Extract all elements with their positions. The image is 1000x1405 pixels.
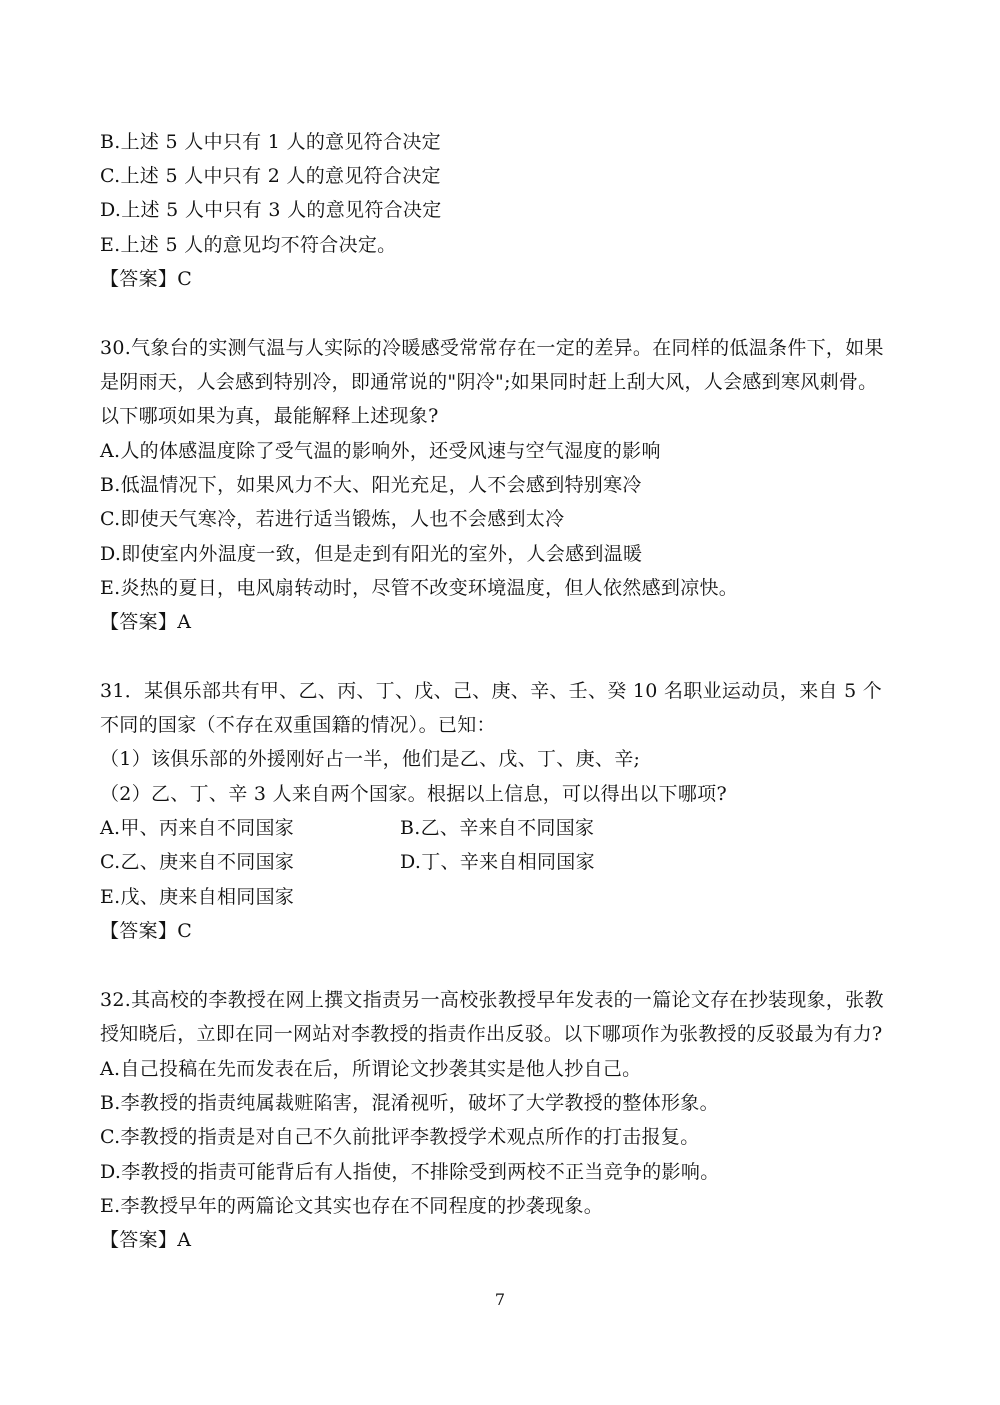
q30-option-c: C.即使天气寒冷，若进行适当锻炼，人也不会感到太冷 [100, 508, 565, 530]
q32-stem-line-1: 32.其高校的李教授在网上撰文指责另一高校张教授早年发表的一篇论文存在抄装现象，张教 [100, 989, 884, 1011]
q30-option-a: A.人的体感温度除了受气温的影响外，还受风速与空气湿度的影响 [100, 440, 661, 462]
q31-options-row-2 [100, 848, 900, 876]
q29-option-c: C.上述 5 人中只有 2 人的意见符合决定 [100, 165, 441, 187]
q30-option-d: D.即使室内外温度一致，但是走到有阳光的室外，人会感到温暖 [100, 543, 643, 565]
q31-option-c: C.乙、庚来自不同国家 [100, 851, 295, 873]
q30-stem-line-3: 以下哪项如果为真，最能解释上述现象? [100, 405, 439, 427]
q30-stem-line-1: 30.气象台的实测气温与人实际的冷暖感受常常存在一定的差异。在同样的低温条件下，如果 [100, 337, 884, 359]
q31-condition-2: （2）乙、丁、辛 3 人来自两个国家。根据以上信息，可以得出以下哪项? [100, 783, 727, 805]
q32-stem-line-2: 授知晓后，立即在同一网站对李教授的指责作出反驳。以下哪项作为张教授的反驳最为有力? [100, 1023, 883, 1045]
q30-option-b: B.低温情况下，如果风力不大、阳光充足，人不会感到特别寒冷 [100, 474, 642, 496]
q32-option-c: C.李教授的指责是对自己不久前批评李教授学术观点所作的打击报复。 [100, 1126, 700, 1148]
q31-option-a: A.甲、丙来自不同国家 [100, 817, 295, 839]
q31-answer: 【答案】C [100, 920, 193, 942]
q32-option-a: A.自己投稿在先而发表在后，所谓论文抄袭其实是他人抄自己。 [100, 1058, 642, 1080]
q30-answer: 【答案】A [100, 611, 192, 633]
page-number: 7 [494, 1290, 506, 1309]
q29-option-e: E.上述 5 人的意见均不符合决定。 [100, 234, 397, 256]
q30-stem-line-2: 是阴雨天，人会感到特别冷，即通常说的"阴冷";如果同时赶上刮大风，人会感到寒风刺骨。 [100, 371, 878, 393]
q32-option-b: B.李教授的指责纯属裁赃陷害，混淆视听，破坏了大学教授的整体形象。 [100, 1092, 719, 1114]
q31-option-b: B.乙、辛来自不同国家 [400, 817, 595, 839]
q29-option-d: D.上述 5 人中只有 3 人的意见符合决定 [100, 199, 442, 221]
q30-option-e: E.炎热的夏日，电风扇转动时，尽管不改变环境温度，但人依然感到凉快。 [100, 577, 739, 599]
q31-condition-1: （1）该俱乐部的外援刚好占一半，他们是乙、戊、丁、庚、辛; [100, 748, 641, 770]
q29-answer: 【答案】C [100, 268, 193, 290]
q32-answer: 【答案】A [100, 1229, 192, 1251]
q32-option-d: D.李教授的指责可能背后有人指使，不排除受到两校不正当竞争的影响。 [100, 1161, 720, 1183]
q32-option-e: E.李教授早年的两篇论文其实也存在不同程度的抄袭现象。 [100, 1195, 604, 1217]
q31-options-row-1 [100, 814, 900, 842]
q31-option-e: E.戊、庚来自相同国家 [100, 886, 295, 908]
q31-option-d: D.丁、辛来自相同国家 [400, 851, 595, 873]
q31-stem-line-1: 31．某俱乐部共有甲、乙、丙、丁、戊、己、庚、辛、壬、癸 10 名职业运动员，来自 5 个 [100, 680, 883, 702]
q31-stem-line-2: 不同的国家（不存在双重国籍的情况）。已知： [100, 714, 496, 736]
q29-option-b: B.上述 5 人中只有 1 人的意见符合决定 [100, 131, 441, 153]
